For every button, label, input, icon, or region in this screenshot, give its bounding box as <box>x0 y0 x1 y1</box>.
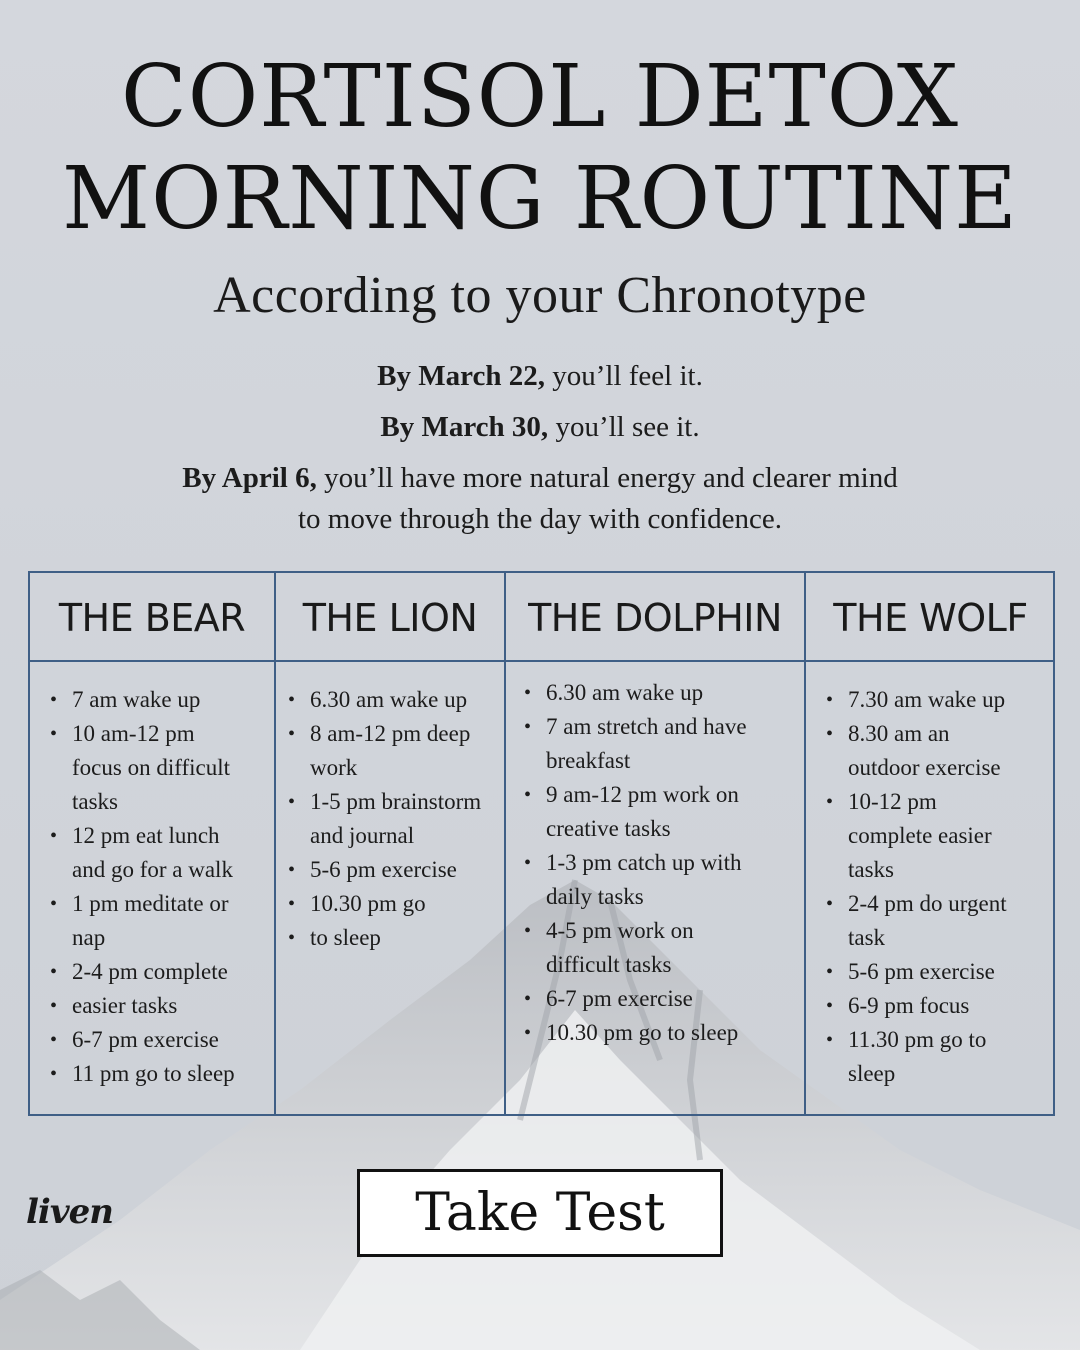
list-item: • 5-6 pm exercise <box>826 955 1052 989</box>
liven-logo: liven <box>26 1192 113 1232</box>
list-item: • 2-4 pm do urgent <box>826 887 1052 921</box>
column-divider <box>804 573 806 1114</box>
list-item: focus on difficult <box>72 755 230 780</box>
milestone-line: By April 6, you’ll have more natural energy and clearer mind <box>182 462 898 494</box>
list-item: daily tasks <box>546 884 644 909</box>
list-item: • 10.30 pm go <box>288 887 502 921</box>
list-item: • 1-3 pm catch up with <box>524 846 802 880</box>
list-item: • 10 am-12 pm <box>50 717 272 751</box>
list-item: • 8 am-12 pm deep <box>288 717 502 751</box>
column-divider <box>504 573 506 1114</box>
list-item: • 6-9 pm focus <box>826 989 1052 1023</box>
list-item: task <box>848 925 886 950</box>
list-item: • 7.30 am wake up <box>826 683 1052 717</box>
header-divider <box>30 660 1053 662</box>
list-item: • 2-4 pm complete <box>50 955 272 989</box>
column-heading-lion: THE LION <box>302 596 478 640</box>
milestone-line: By March 22, you’ll feel it. <box>377 360 703 392</box>
list-item: • to sleep <box>288 921 502 955</box>
list-item: • 11.30 pm go to <box>826 1023 1052 1057</box>
list-item: • easier tasks <box>50 989 272 1023</box>
list-item: • 7 am stretch and have <box>524 710 802 744</box>
list-item: and go for a walk <box>72 857 233 882</box>
list-item: • 5-6 pm exercise <box>288 853 502 887</box>
chronotype-table <box>28 571 1055 1116</box>
list-item: • 1-5 pm brainstorm <box>288 785 502 819</box>
list-item: work <box>310 755 358 780</box>
list-item: • 10-12 pm <box>826 785 1052 819</box>
wolf-schedule <box>826 683 1052 1091</box>
milestone-line: to move through the day with confidence. <box>297 503 782 535</box>
list-item: tasks <box>848 857 894 882</box>
list-item: • 6.30 am wake up <box>524 676 802 710</box>
list-item: • 7 am wake up <box>50 683 272 717</box>
list-item: difficult tasks <box>546 952 672 977</box>
list-item: • 10.30 pm go to sleep <box>524 1016 802 1050</box>
list-item: • 8.30 am an <box>826 717 1052 751</box>
list-item: sleep <box>848 1061 896 1086</box>
column-heading-dolphin: THE DOLPHIN <box>528 596 782 640</box>
list-item: • 12 pm eat lunch <box>50 819 272 853</box>
list-item: complete easier <box>848 823 992 848</box>
list-item: nap <box>72 925 106 950</box>
column-heading-bear: THE BEAR <box>58 596 246 640</box>
list-item: • 6.30 am wake up <box>288 683 502 717</box>
title-line-1: CORTISOL DETOX <box>120 47 960 147</box>
title-line-2: MORNING ROUTINE <box>62 149 1018 249</box>
list-item: and journal <box>310 823 415 848</box>
list-item: • 4-5 pm work on <box>524 914 802 948</box>
subtitle: According to your Chronotype <box>213 267 867 324</box>
list-item: breakfast <box>546 748 631 773</box>
dolphin-schedule <box>524 676 802 1050</box>
milestone-line: By March 30, you’ll see it. <box>380 411 700 443</box>
list-item: • 11 pm go to sleep <box>50 1057 272 1091</box>
list-item: creative tasks <box>546 816 671 841</box>
lion-schedule <box>288 683 502 955</box>
bear-schedule <box>50 683 272 1091</box>
list-item: • 9 am-12 pm work on <box>524 778 802 812</box>
list-item: • 6-7 pm exercise <box>524 982 802 1016</box>
list-item: outdoor exercise <box>848 755 1001 780</box>
list-item: • 1 pm meditate or <box>50 887 272 921</box>
column-divider <box>274 573 276 1114</box>
list-item: • 6-7 pm exercise <box>50 1023 272 1057</box>
list-item: tasks <box>72 789 118 814</box>
column-heading-wolf: THE WOLF <box>833 596 1028 640</box>
take-test-button[interactable]: Take Test <box>357 1169 723 1257</box>
